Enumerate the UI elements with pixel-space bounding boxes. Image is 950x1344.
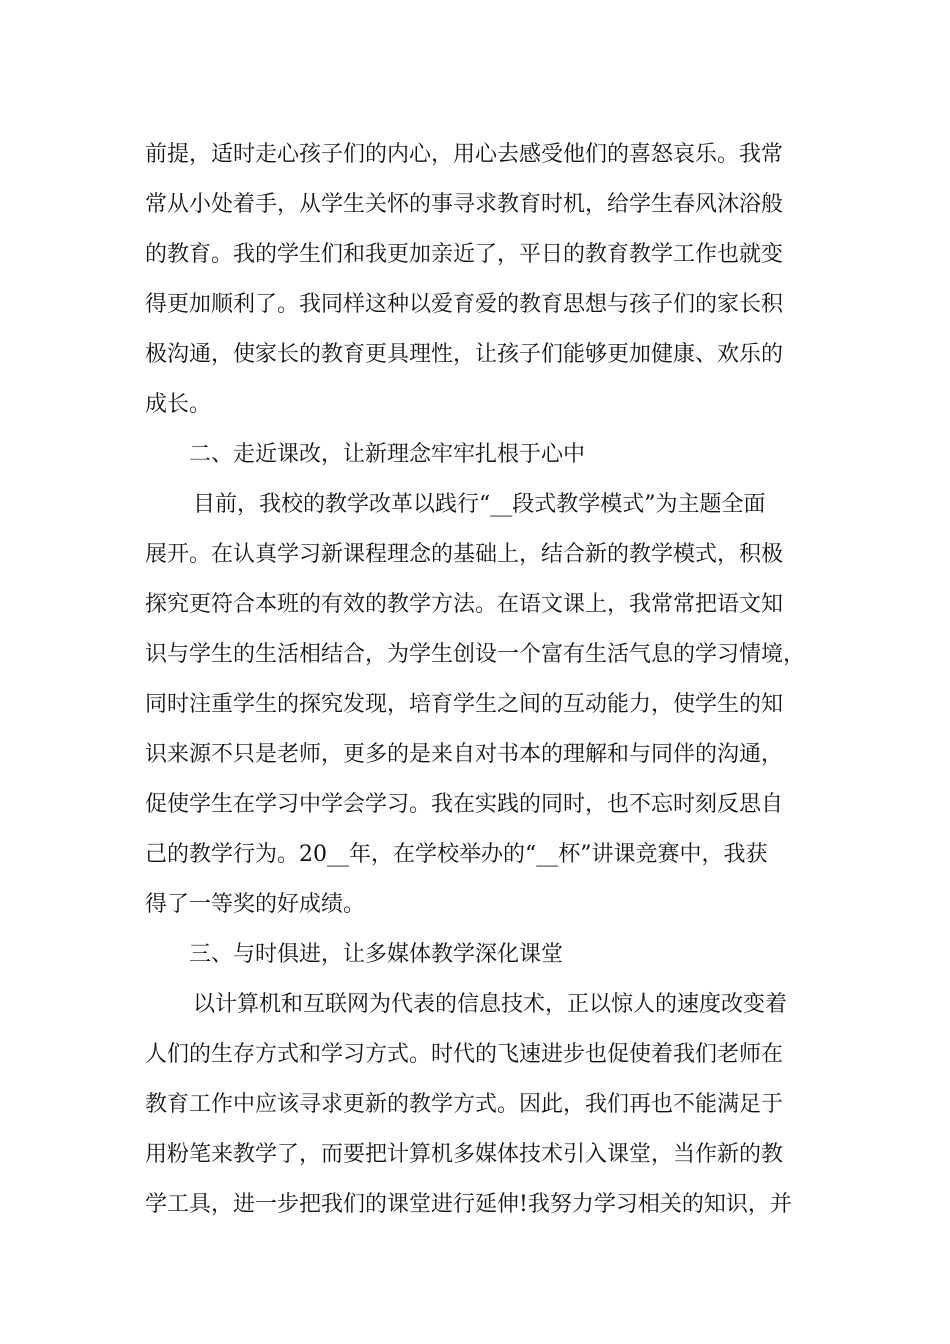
text-line: 常从小处着手，从学生关怀的事寻求教育时机，给学生春风沐浴般	[145, 192, 784, 217]
text-line: 极沟通，使家长的教育更具理性，让孩子们能够更加健康、欢乐的	[145, 342, 784, 367]
text-line: 的教育。我的学生们和我更加亲近了，平日的教育教学工作也就变	[145, 242, 784, 267]
text-line: 前提，适时走心孩子们的内心，用心去感受他们的喜怒哀乐。我常	[145, 142, 784, 167]
text-line: 目前，我校的教学改革以践行“__段式教学模式”为主题全面	[193, 492, 766, 517]
text-line: 促使学生在学习中学会学习。我在实践的同时，也不忘时刻反思自	[145, 792, 784, 817]
text-line: 得了一等奖的好成绩。	[145, 892, 366, 917]
section-heading-2: 二、走近课改，让新理念牢牢扎根于心中	[189, 442, 586, 467]
text-line: 己的教学行为。20__年，在学校举办的“__杯”讲课竞赛中，我获	[145, 842, 768, 867]
document-body	[145, 130, 825, 1230]
section-heading-3: 三、与时俱进，让多媒体教学深化课堂	[189, 942, 564, 967]
text-line: 识来源不只是老师，更多的是来自对书本的理解和与同伴的沟通，	[145, 742, 784, 767]
text-line: 以计算机和互联网为代表的信息技术，正以惊人的速度改变着	[193, 992, 788, 1017]
text-line: 得更加顺利了。我同样这种以爱育爱的教育思想与孩子们的家长积	[145, 292, 784, 317]
text-line: 识与学生的生活相结合，为学生创设一个富有生活气息的学习情境，	[145, 642, 806, 667]
text-line: 探究更符合本班的有效的教学方法。在语文课上，我常常把语文知	[145, 592, 784, 617]
text-line: 人们的生存方式和学习方式。时代的飞速进步也促使着我们老师在	[145, 1042, 784, 1067]
text-line: 成长。	[145, 392, 212, 417]
text-line: 学工具，进一步把我们的课堂进行延伸!我努力学习相关的知识，并	[145, 1192, 792, 1217]
text-line: 教育工作中应该寻求更新的教学方式。因此，我们再也不能满足于	[145, 1092, 784, 1117]
text-line: 展开。在认真学习新课程理念的基础上，结合新的教学模式，积极	[145, 542, 784, 567]
text-line: 同时注重学生的探究发现，培育学生之间的互动能力，使学生的知	[145, 692, 784, 717]
text-line: 用粉笔来教学了，而要把计算机多媒体技术引入课堂，当作新的教	[145, 1142, 784, 1167]
